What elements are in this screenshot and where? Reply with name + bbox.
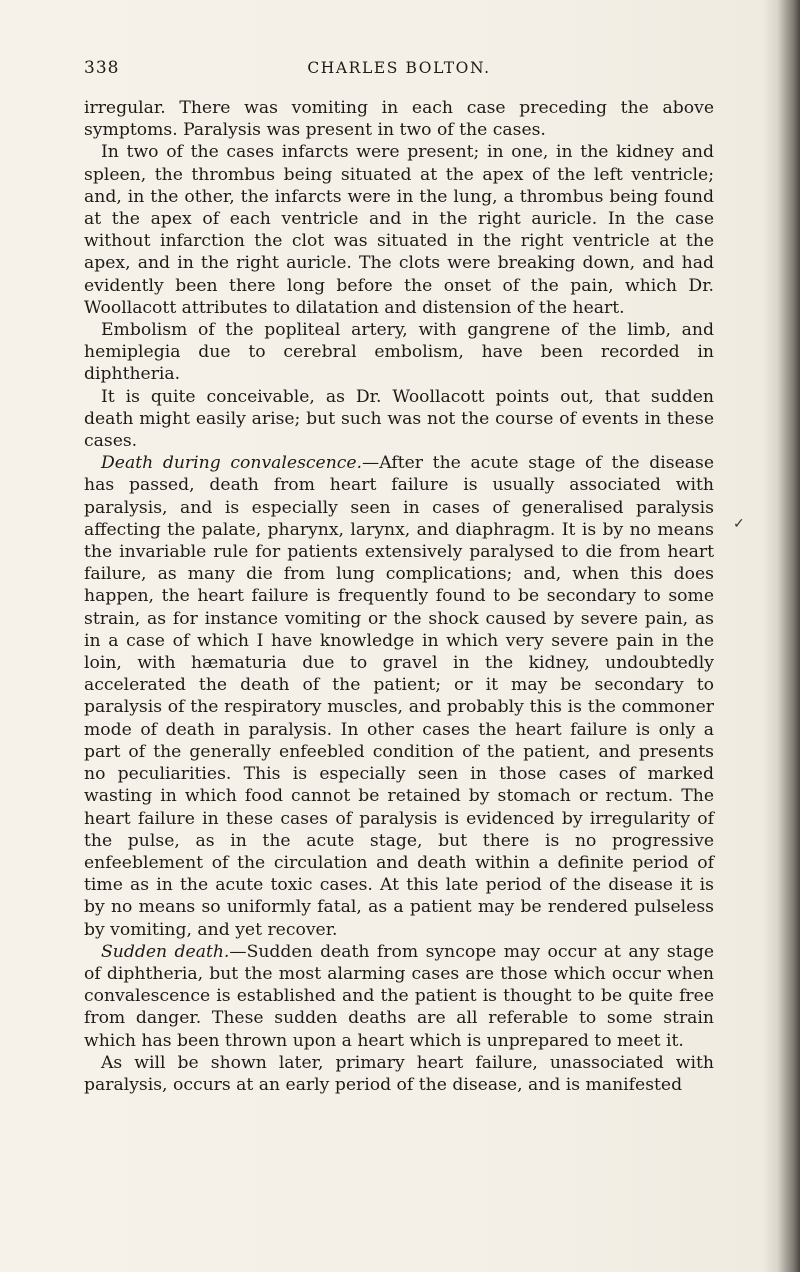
paragraph-1: irregular. There was vomiting in each case preceding the above symptoms. Paralysis was present in two of the cases.: [84, 98, 714, 141]
body-text: [84, 97, 714, 1096]
section-heading-sudden-death: Sudden death.: [101, 941, 230, 962]
paragraph-5: [84, 452, 714, 940]
page-number: 338: [84, 58, 120, 78]
paragraph-5-text: —After the acute stage of the disease has passed, death from heart failure is usually associated with paralysis, and is especially seen in cases of generalised paralysis affecting the palate, pharynx, larynx, and diaphragm. It is by no means the invariable rule for patients extensively paralysed to die from heart failure, as many die from lung complications; and, when this does happen, the heart failure is frequently found to be secondary to some strain, as for instance vomiting or the shock caused by severe pain, as in a case of which I have knowledge in which very severe pain in the loin, with hæmaturia due to gravel in the kidney, undoubtedly accelerated the death of the patient; or it may be secondary to paralysis of the respiratory muscles, and probably this is the commoner mode of death in paralysis. In other cases the heart failure is only a part of the generally enfeebled condition of the patient, and presents no peculiarities. This is especially seen in those cases of marked wasting in which food cannot be retained by stomach or rectum. The heart failure in these cases of paralysis is evidenced by irregularity of the pulse, as in the acute stage, but there is no progressive enfeeblement of the circulation and death within a definite period of time as in the acute toxic cases. At this late period of the disease it is by no means so uniformly fatal, as a patient may be rendered pulseless by vomiting, and yet recover.: [84, 453, 715, 940]
paragraph-6: [84, 941, 714, 1052]
paragraph-4: It is quite conceivable, as Dr. Woollacott points out, that sudden death might easily arise; but such was not the course of events in these cases.: [84, 386, 714, 452]
paragraph-7: As will be shown later, primary heart failure, unassociated with paralysis, occurs at an early period of the disease, and is manifested: [84, 1052, 714, 1095]
book-gutter-shadow: [762, 0, 800, 1272]
paragraph-2: In two of the cases infarcts were present; in one, in the kidney and spleen, the thrombus being situated at the apex of the left ventricle; and, in the other, the infarcts were in the lung, a thrombus being found at the apex of each ventricle and in the right auricle. In the case without infarction the clot was situated in the right ventricle at the apex, and in the right auricle. The clots were breaking down, and had evidently been there long before the onset of the pain, which Dr. Woollacott attributes to dilatation and distension of the heart.: [84, 142, 714, 318]
paragraph-3: Embolism of the popliteal artery, with gangrene of the limb, and hemiplegia due to cerebral embolism, have been recorded in diphtheria.: [84, 320, 714, 385]
margin-check-mark: ✓: [733, 516, 745, 532]
section-heading-death-during-convalescence: Death during convalescence.: [101, 453, 363, 474]
running-title: CHARLES BOLTON.: [307, 59, 491, 77]
running-head: [84, 58, 714, 80]
paragraph-6-text: —Sudden death from syncope may occur at any stage of diphtheria, but the most alarming cases are those which occur when convalescence is established and the patient is thought to be quite free from danger. These sudden deaths are all referable to some strain which has been thrown upon a heart which is unprepared to meet it.: [84, 941, 714, 1051]
